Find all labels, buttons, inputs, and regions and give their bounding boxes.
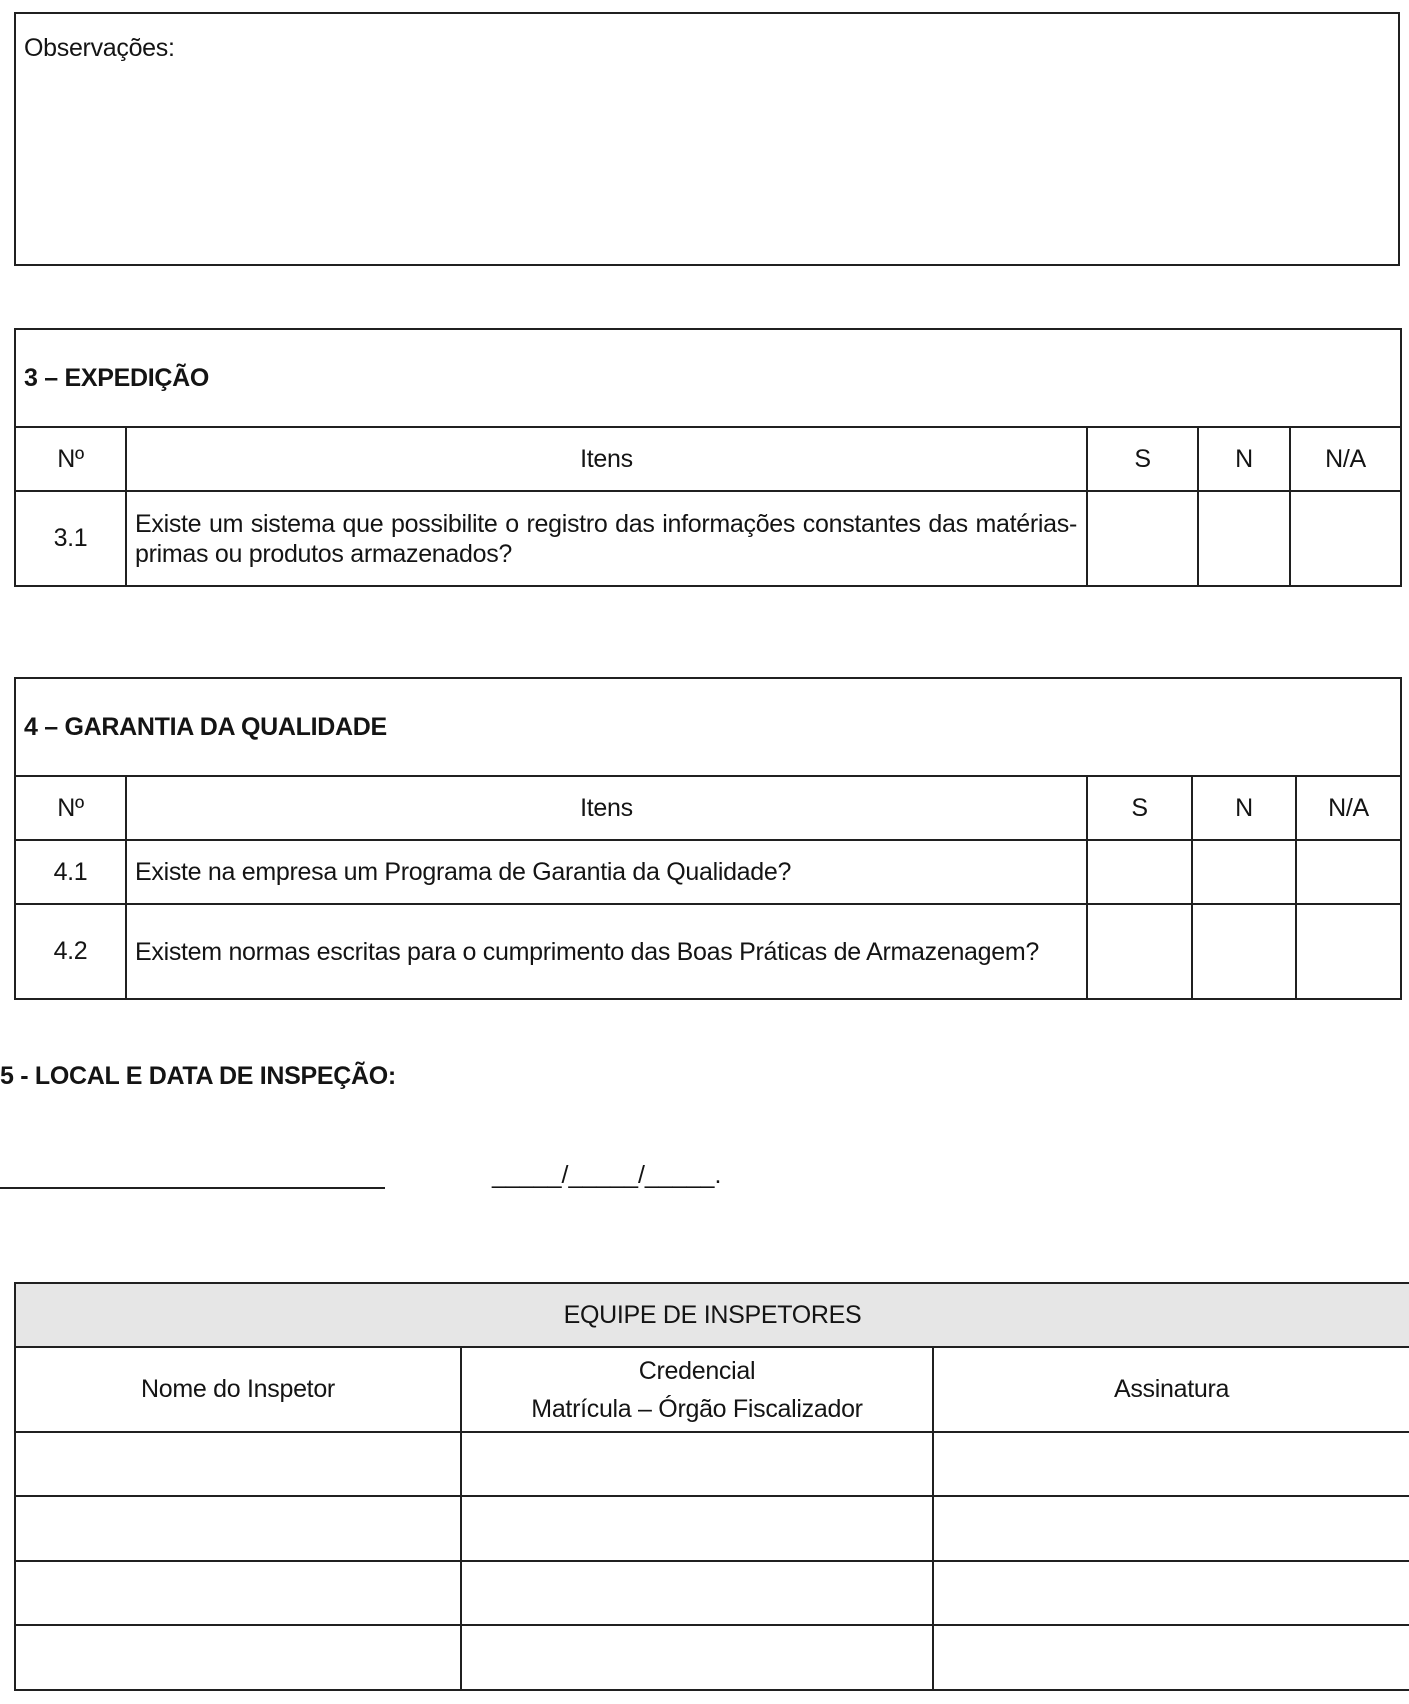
col-header-credential	[461, 1347, 933, 1432]
table-row	[15, 1496, 1409, 1561]
item-number: 3.1	[15, 491, 126, 586]
inspector-name-cell[interactable]	[15, 1561, 461, 1625]
observations-box[interactable]	[14, 12, 1400, 266]
col-header-itens: Itens	[126, 776, 1087, 840]
answer-s-cell[interactable]	[1087, 840, 1192, 904]
answer-na-cell[interactable]	[1296, 840, 1401, 904]
answer-n-cell[interactable]	[1198, 491, 1290, 586]
table-row	[15, 840, 1401, 904]
section-3-table	[14, 328, 1402, 587]
item-text: Existe na empresa um Programa de Garantia da Qualidade?	[126, 840, 1087, 904]
item-text: Existe um sistema que possibilite o registro das informações constantes das matérias-primas ou produtos armazenados?	[126, 491, 1087, 586]
inspectors-table-title: EQUIPE DE INSPETORES	[15, 1283, 1409, 1347]
credential-cell[interactable]	[461, 1561, 933, 1625]
col-header-signature: Assinatura	[933, 1347, 1409, 1432]
answer-n-cell[interactable]	[1192, 904, 1296, 999]
section-4-table	[14, 677, 1402, 1000]
answer-na-cell[interactable]	[1296, 904, 1401, 999]
section-5-title: 5 - LOCAL E DATA DE INSPEÇÃO:	[0, 1062, 396, 1090]
item-number: 4.2	[15, 904, 126, 999]
item-number: 4.1	[15, 840, 126, 904]
answer-s-cell[interactable]	[1087, 491, 1198, 586]
credential-cell[interactable]	[461, 1625, 933, 1690]
inspector-name-cell[interactable]	[15, 1496, 461, 1561]
col-header-s: S	[1087, 776, 1192, 840]
col-header-n: N	[1198, 427, 1290, 491]
credential-line-2: Matrícula – Órgão Fiscalizador	[531, 1394, 863, 1423]
inspector-name-cell[interactable]	[15, 1625, 461, 1690]
answer-s-cell[interactable]	[1087, 904, 1192, 999]
date-line[interactable]: _____/_____/_____.	[492, 1161, 722, 1189]
col-header-na: N/A	[1290, 427, 1401, 491]
col-header-inspector-name: Nome do Inspetor	[15, 1347, 461, 1432]
col-header-itens: Itens	[126, 427, 1087, 491]
inspector-name-cell[interactable]	[15, 1432, 461, 1496]
answer-n-cell[interactable]	[1192, 840, 1296, 904]
table-row	[15, 1561, 1409, 1625]
section-3-title: 3 – EXPEDIÇÃO	[15, 329, 1401, 427]
col-header-no: Nº	[15, 427, 126, 491]
table-row	[15, 491, 1401, 586]
location-line[interactable]	[0, 1187, 385, 1189]
signature-cell[interactable]	[933, 1625, 1409, 1690]
table-row	[15, 1432, 1409, 1496]
col-header-n: N	[1192, 776, 1296, 840]
inspectors-table	[14, 1282, 1409, 1691]
table-row	[15, 904, 1401, 999]
signature-cell[interactable]	[933, 1561, 1409, 1625]
observations-label: Observações:	[24, 34, 175, 62]
table-row	[15, 1625, 1409, 1690]
answer-na-cell[interactable]	[1290, 491, 1401, 586]
signature-cell[interactable]	[933, 1432, 1409, 1496]
col-header-no: Nº	[15, 776, 126, 840]
col-header-na: N/A	[1296, 776, 1401, 840]
credential-line-1: Credencial	[638, 1356, 756, 1385]
col-header-s: S	[1087, 427, 1198, 491]
credential-cell[interactable]	[461, 1432, 933, 1496]
signature-cell[interactable]	[933, 1496, 1409, 1561]
credential-cell[interactable]	[461, 1496, 933, 1561]
item-text: Existem normas escritas para o cumprimento das Boas Práticas de Armazenagem?	[126, 904, 1087, 999]
section-4-title: 4 – GARANTIA DA QUALIDADE	[15, 678, 1401, 776]
